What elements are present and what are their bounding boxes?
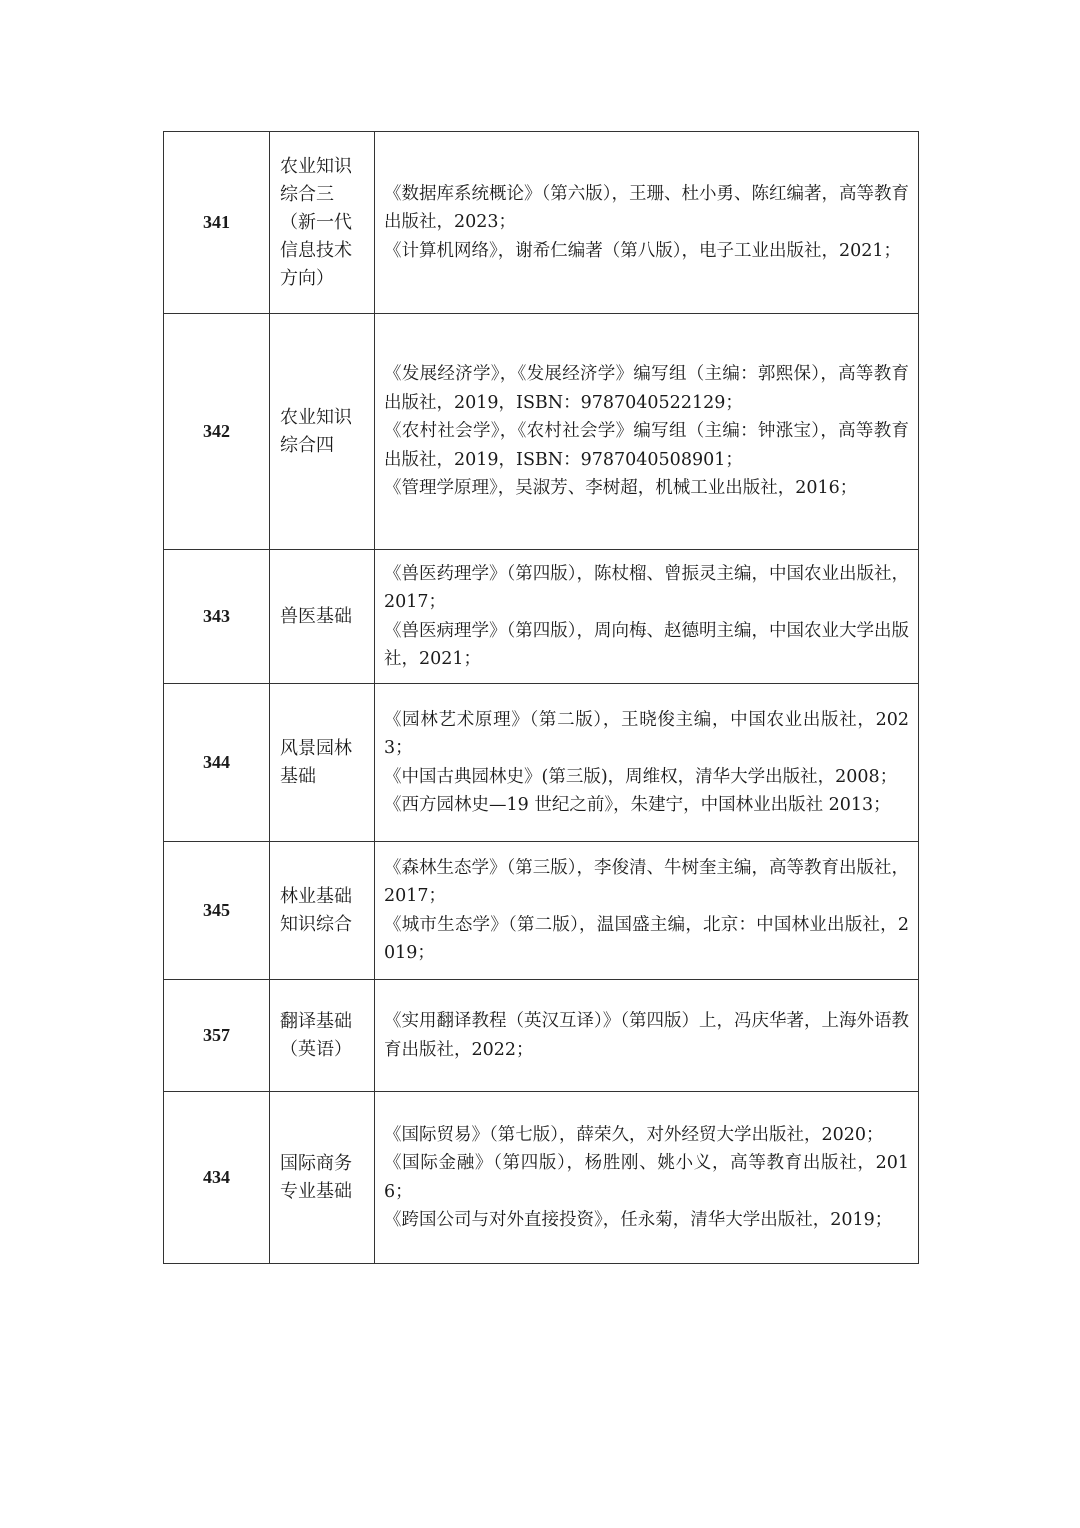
reference-item: 《跨国公司与对外直接投资》，任永菊，清华大学出版社，2019；: [384, 1210, 893, 1230]
reference-item: 《国际金融》（第四版），杨胜刚、姚小义，高等教育出版社，2016；: [384, 1153, 909, 1202]
subject-name: 风景园林基础: [280, 737, 352, 787]
subject-name: 翻译基础（英语）: [280, 1010, 352, 1060]
subject-code: 341: [164, 132, 270, 314]
subject-name: 国际商务专业基础: [280, 1152, 352, 1202]
subject-name-cell: [270, 684, 375, 842]
subject-code: 434: [164, 1092, 270, 1264]
reference-item: 《数据库系统概论》（第六版），王珊、杜小勇、陈红编著，高等教育出版社，2023；: [384, 183, 909, 233]
table-row: [164, 684, 919, 842]
subject-code: 342: [164, 314, 270, 550]
reference-list: [375, 684, 919, 842]
subject-name-cell: [270, 132, 375, 314]
reference-item: 《森林生态学》（第三版），李俊清、牛树奎主编，高等教育出版社，2017；: [384, 857, 909, 906]
table-row: [164, 980, 919, 1092]
subject-name: 兽医基础: [280, 605, 352, 627]
reference-item: 《计算机网络》，谢希仁编著（第八版），电子工业出版社，2021；: [384, 240, 902, 261]
reference-list: [375, 314, 919, 550]
reference-list: [375, 1092, 919, 1264]
subject-name-cell: [270, 550, 375, 684]
subject-code: 344: [164, 684, 270, 842]
reference-item: 《发展经济学》，《发展经济学》编写组（主编：郭熙保），高等教育出版社，2019，ISBN：9787040522129；: [384, 364, 909, 413]
table-row: [164, 1092, 919, 1264]
reference-item: 《兽医病理学》（第四版），周向梅、赵德明主编，中国农业大学出版社，2021；: [384, 620, 909, 669]
reference-item: 《管理学原理》，吴淑芳、李树超，机械工业出版社，2016；: [384, 478, 858, 499]
reference-item: 《国际贸易》（第七版），薛荣久，对外经贸大学出版社，2020；: [384, 1124, 884, 1145]
reference-item: 《园林艺术原理》（第二版），王晓俊主编，中国农业出版社，2023；: [384, 709, 909, 758]
subject-name-cell: [270, 842, 375, 980]
reference-item: 《西方园林史—19 世纪之前》，朱建宁，中国林业出版社 2013；: [384, 795, 891, 815]
reference-item: 《实用翻译教程（英汉互译）》（第四版）上，冯庆华著，上海外语教育出版社，2022；: [384, 1011, 909, 1060]
subject-code: 345: [164, 842, 270, 980]
table-row: [164, 842, 919, 980]
reference-list: [375, 842, 919, 980]
table-row: [164, 314, 919, 550]
reference-list: [375, 132, 919, 314]
reference-item: 《农村社会学》，《农村社会学》编写组（主编：钟涨宝），高等教育出版社，2019，ISBN：9787040508901；: [384, 421, 909, 470]
subject-name-cell: [270, 314, 375, 550]
subject-name: 林业基础知识综合: [280, 885, 352, 935]
subject-name-cell: [270, 1092, 375, 1264]
subject-name: 农业知识综合四: [280, 406, 352, 456]
reference-list: [375, 980, 919, 1092]
subject-code: 343: [164, 550, 270, 684]
subject-name: 农业知识综合三（新一代信息技术方向）: [280, 155, 352, 289]
reference-list: [375, 550, 919, 684]
reference-item: 《中国古典园林史》(第三版)，周维权，清华大学出版社，2008；: [384, 766, 898, 787]
reference-books-table: [163, 131, 919, 1264]
reference-item: 《兽医药理学》（第四版），陈杖榴、曾振灵主编，中国农业出版社，2017；: [384, 563, 909, 612]
reference-item: 《城市生态学》（第二版），温国盛主编，北京：中国林业出版社，2019；: [384, 914, 909, 963]
subject-code: 357: [164, 980, 270, 1092]
table-row: [164, 132, 919, 314]
subject-name-cell: [270, 980, 375, 1092]
table-row: [164, 550, 919, 684]
